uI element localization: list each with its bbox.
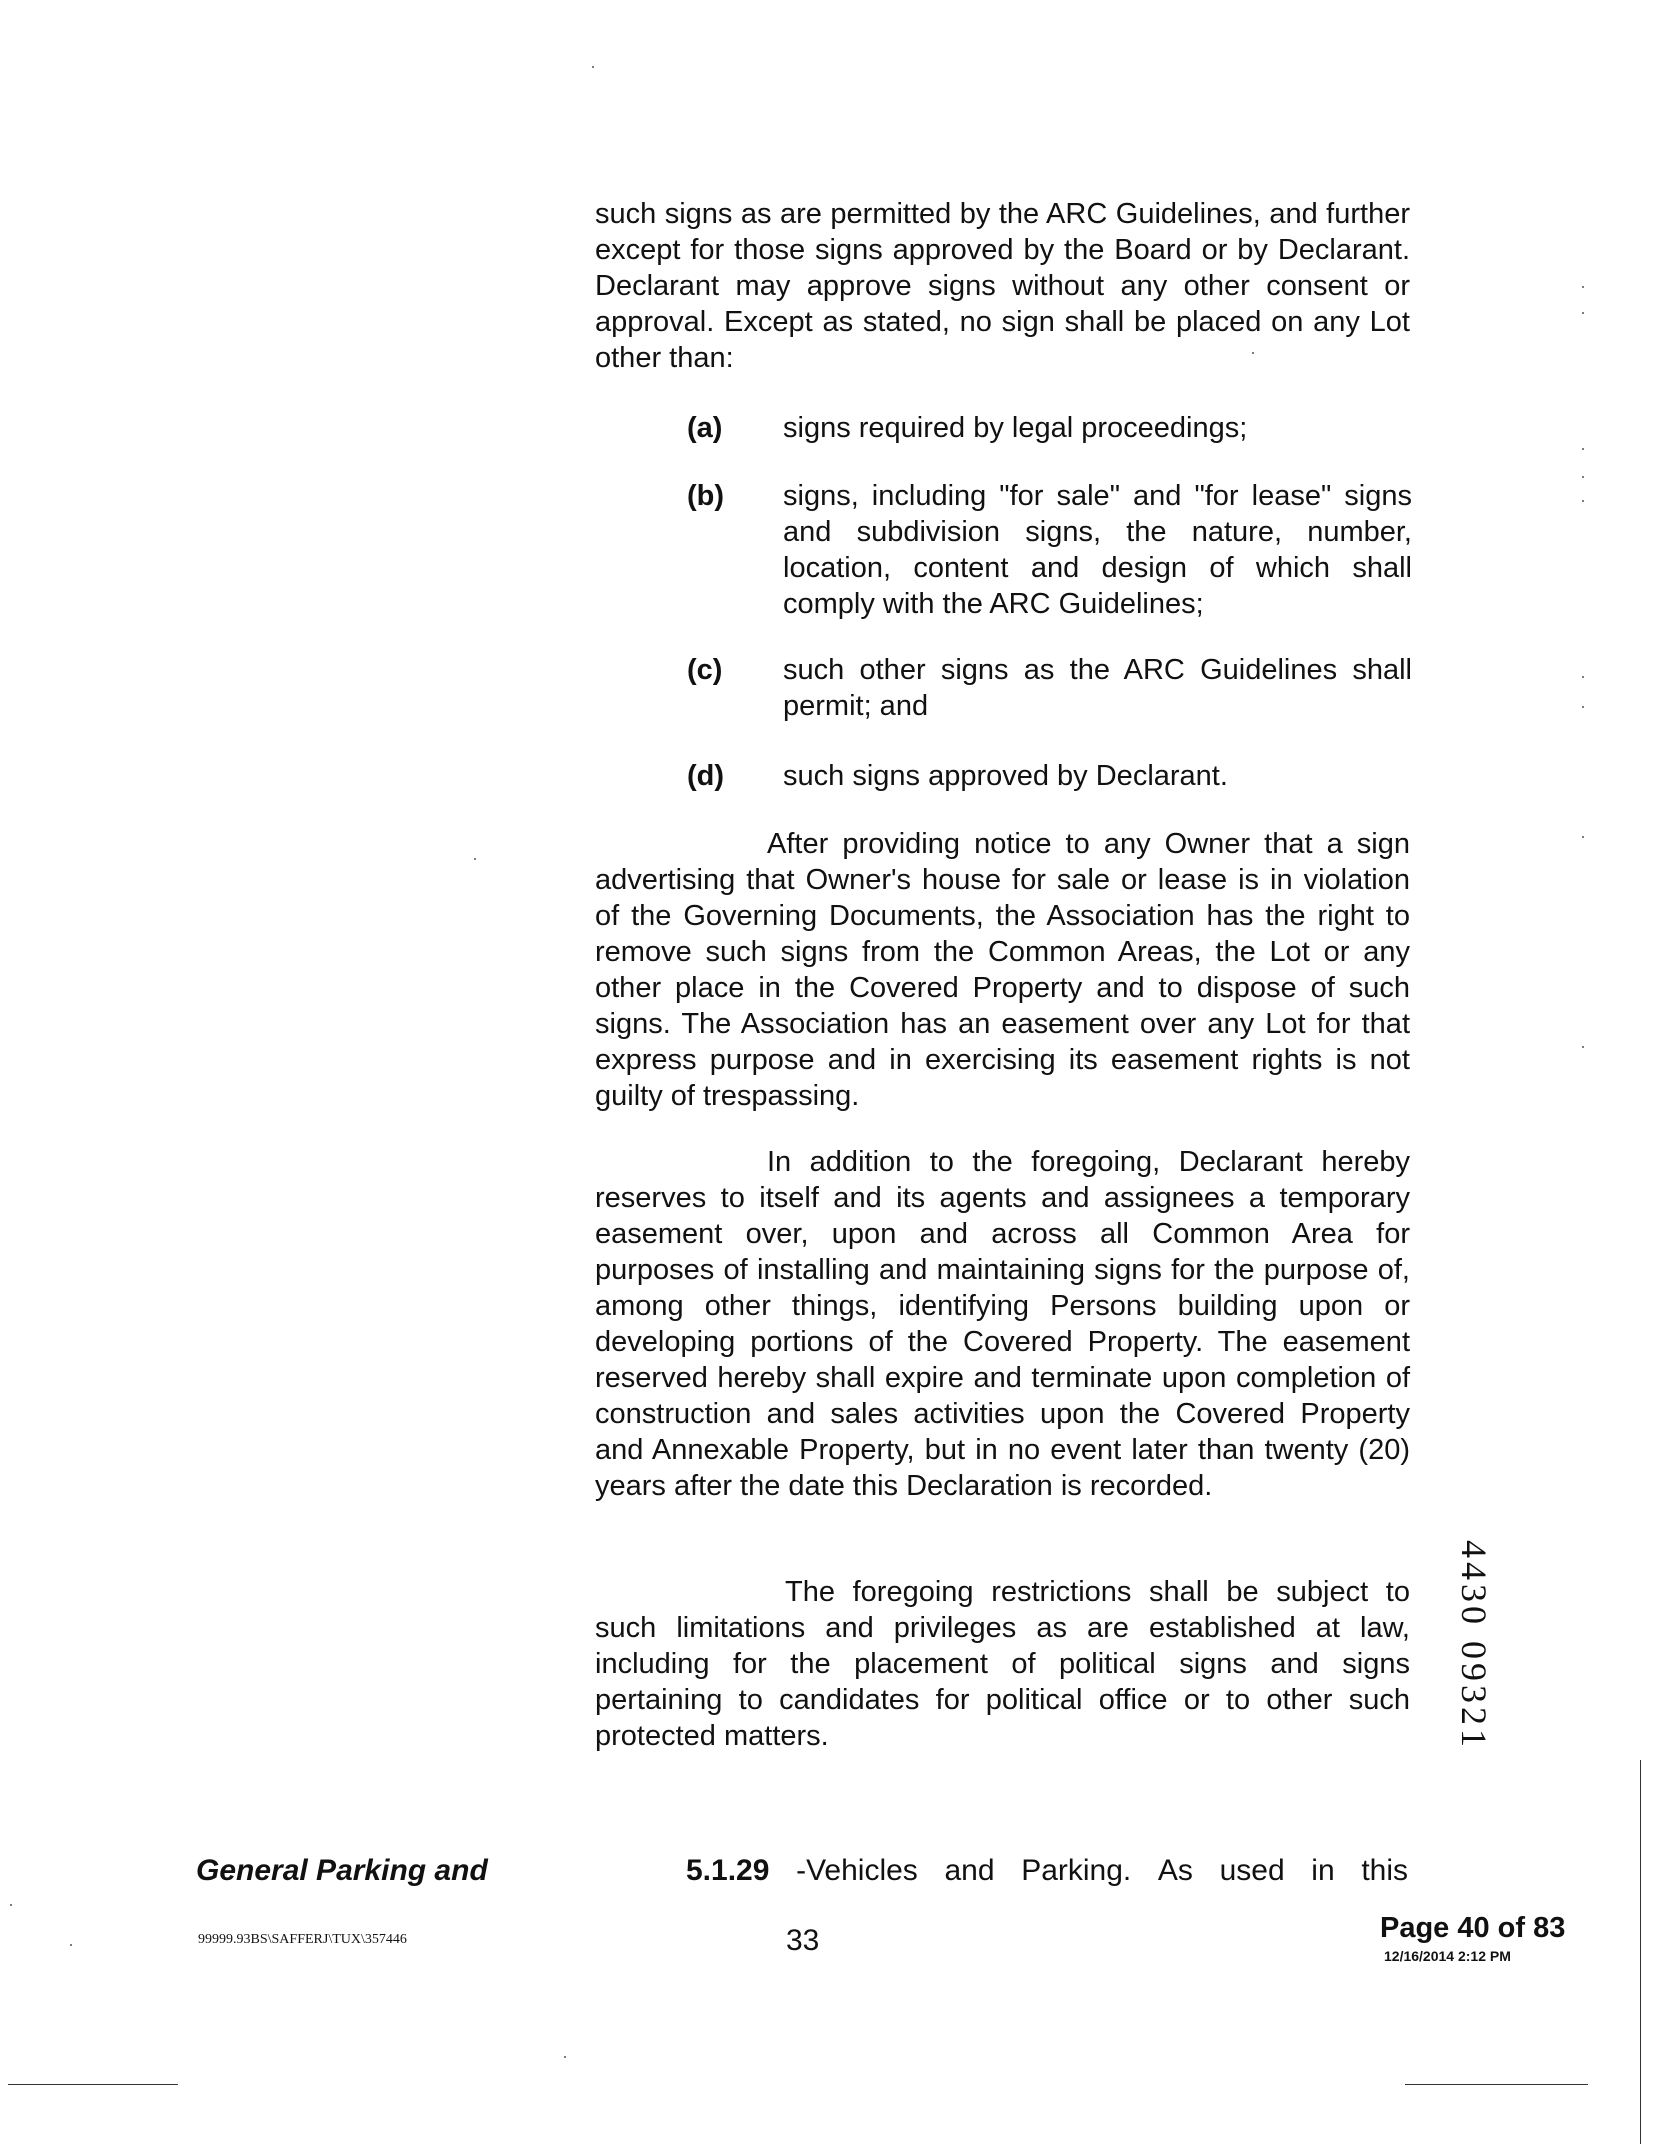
scan-speck [70, 1944, 72, 1946]
section-word: As [1157, 1854, 1193, 1887]
section-word: Parking. [1021, 1854, 1132, 1887]
paragraph-signs-permitted: such signs as are permitted by the ARC Guidelines, and further except for those signs approved by the Board or by Declarant. Declarant may approve signs without any other consent or approval. Except as stated, no sign shall be placed on any Lot other than: [595, 198, 1410, 374]
scan-speck [1582, 476, 1584, 478]
scan-speck [564, 2056, 566, 2058]
scan-speck [1582, 500, 1584, 502]
scan-speck [1582, 706, 1584, 708]
bottom-left-rule [8, 2084, 178, 2085]
recording-timestamp: 12/16/2014 2:12 PM [1384, 1948, 1511, 1964]
scan-speck [1582, 836, 1584, 838]
scan-speck [1582, 286, 1584, 288]
page-number: 33 [786, 1924, 820, 1957]
paragraph-sign-removal: After providing notice to any Owner that a sign advertising that Owner's house for sale or lease is in violation of the Governing Documents, the Association has the right to remove such signs from the Common Areas, the Lot or any other place in the Covered Property and to dispose of such signs. The Association has an easement over any Lot for that express purpose and in exercising its easement rights is not guilty of trespassing. [595, 828, 1410, 1112]
right-edge-rule [1640, 1760, 1641, 2144]
scan-speck [1252, 352, 1254, 354]
list-item-label: (c) [687, 654, 723, 686]
scan-speck [1582, 448, 1584, 450]
list-item-label: (b) [687, 480, 725, 512]
scan-speck [592, 66, 594, 68]
list-item-label: (d) [687, 760, 725, 792]
section-word: in [1311, 1854, 1335, 1887]
list-item-text: such signs approved by Declarant. [783, 760, 1228, 792]
recording-document-number: 4430 09321 [1454, 1540, 1494, 1751]
section-word: this [1361, 1854, 1408, 1887]
footer-file-path: 99999.93BS\SAFFERJ\TUX\357446 [198, 1932, 407, 1947]
scan-speck [474, 858, 476, 860]
section-number: 5.1.29 [686, 1854, 770, 1887]
list-item-text: such other signs as the ARC Guidelines shall permit; and [783, 654, 1412, 722]
section-word: -Vehicles [796, 1854, 918, 1887]
scan-speck [1582, 1046, 1584, 1048]
section-heading-line [686, 1854, 1408, 1888]
margin-heading: General Parking and [196, 1854, 488, 1887]
scan-speck [1582, 312, 1584, 314]
page-of-count: Page 40 of 83 [1380, 1912, 1566, 1944]
section-word: used [1219, 1854, 1285, 1887]
paragraph-legal-limitations: The foregoing restrictions shall be subject to such limitations and privileges as are established at law, including for the placement of political signs and signs pertaining to candidates for political office or to other such protected matters. [595, 1576, 1410, 1752]
list-item-text: signs, including "for sale" and "for lease" signs and subdivision signs, the nature, number, location, content and design of which shall comply with the ARC Guidelines; [783, 480, 1412, 620]
list-item-text: signs required by legal proceedings; [783, 412, 1248, 444]
scan-speck [1582, 676, 1584, 678]
scan-speck [10, 1904, 12, 1906]
section-word: and [944, 1854, 995, 1887]
list-item-label: (a) [687, 412, 723, 444]
bottom-right-rule [1405, 2084, 1588, 2085]
paragraph-temporary-easement: In addition to the foregoing, Declarant hereby reserves to itself and its agents and assignees a temporary easement over, upon and across all Common Area for purposes of installing and maintaining signs for the purpose of, among other things, identifying Persons building upon or developing portions of the Covered Property. The easement reserved hereby shall expire and terminate upon completion of construction and sales activities upon the Covered Property and Annexable Property, but in no event later than twenty (20) years after the date this Declaration is recorded. [595, 1146, 1410, 1502]
